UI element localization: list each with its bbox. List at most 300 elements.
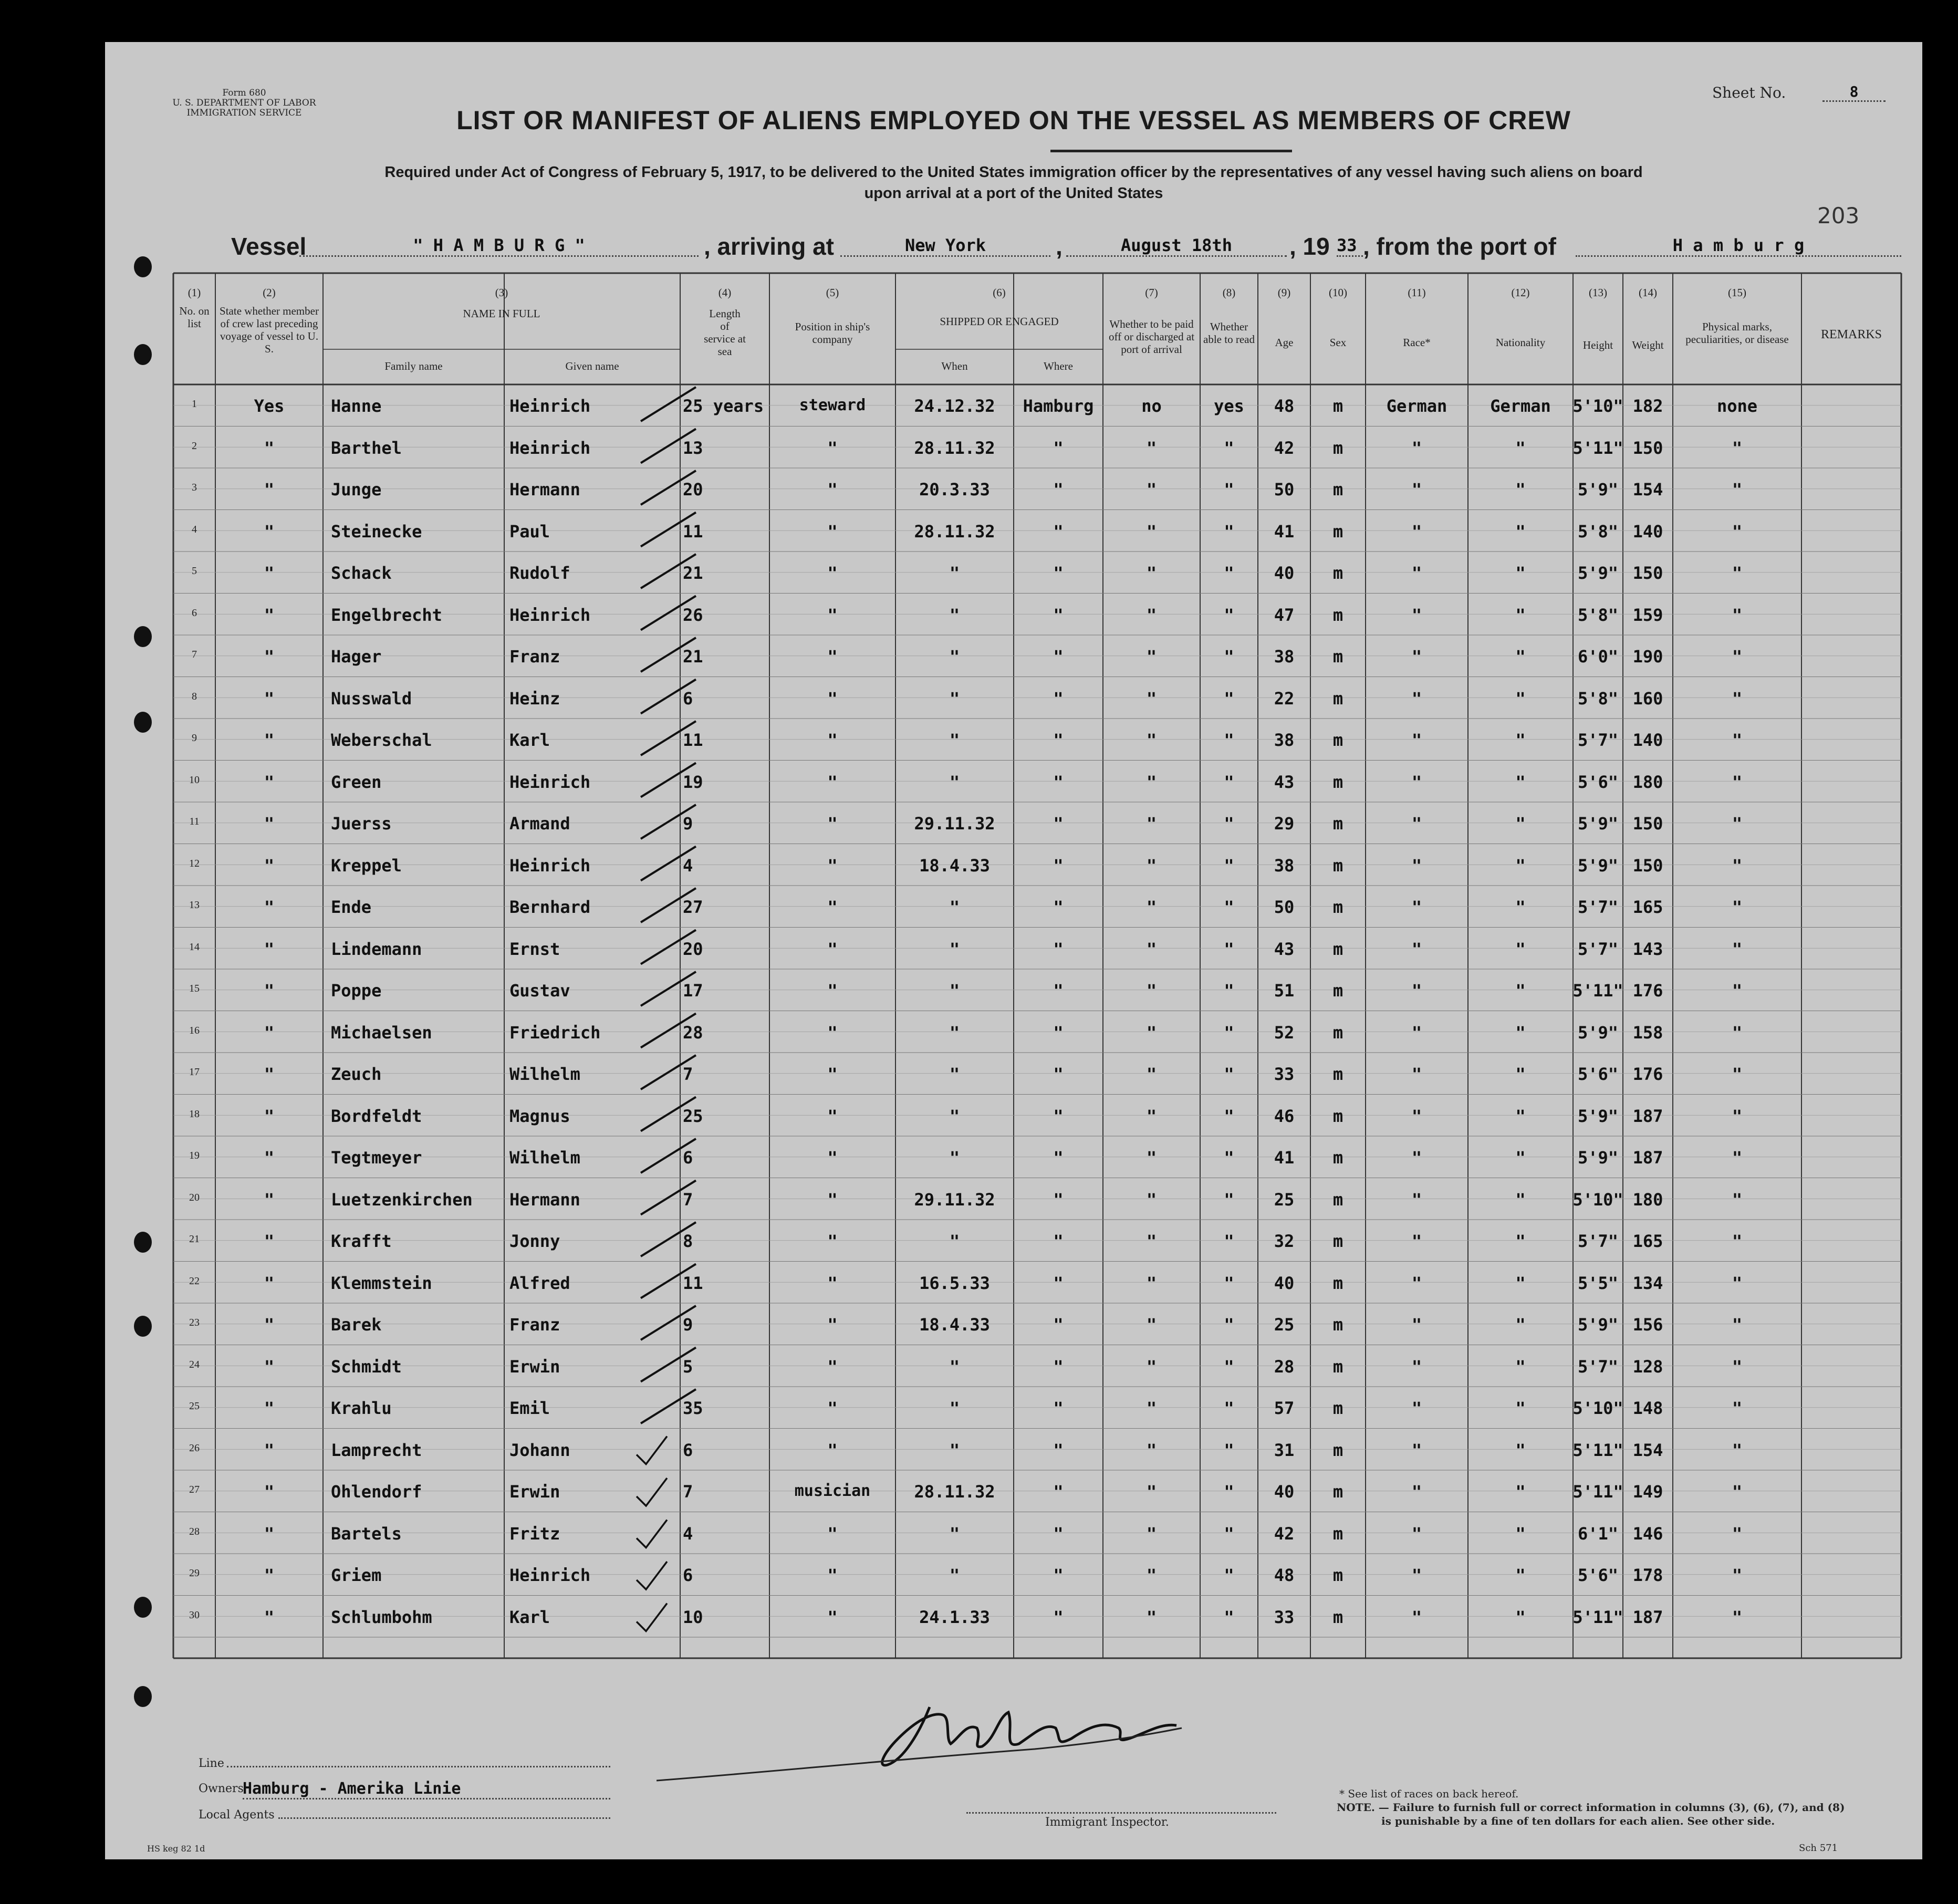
age: 40 [1274, 1273, 1295, 1293]
height: 5'11" [1572, 1607, 1623, 1627]
given-name: Hermann [509, 1189, 580, 1210]
previous-voyage: " [264, 1398, 275, 1418]
shipped-where: " [1053, 1231, 1064, 1251]
shipped-when: " [949, 1064, 960, 1084]
service-length: 7 [683, 1482, 693, 1502]
age: 38 [1274, 855, 1295, 876]
physical-marks: " [1732, 1315, 1743, 1335]
given-name: Heinrich [509, 605, 591, 625]
able-to-read: " [1224, 688, 1234, 709]
physical-marks: " [1732, 1440, 1743, 1460]
weight: 180 [1632, 1189, 1663, 1210]
nationality: " [1515, 563, 1526, 583]
arrival-year: 33 [1337, 235, 1363, 257]
local-agents-label: Local Agents [199, 1808, 275, 1822]
physical-marks: " [1732, 1523, 1743, 1544]
able-to-read: " [1224, 563, 1234, 583]
row-number: 11 [189, 816, 200, 827]
paid-off: " [1146, 1022, 1157, 1043]
col-4-number: (4) [718, 286, 732, 299]
age: 31 [1274, 1440, 1295, 1460]
shipped-when: " [949, 1565, 960, 1585]
arriving-label: , arriving at [704, 233, 834, 260]
service-length: 21 [683, 647, 703, 667]
col-11-header: Race* [1403, 336, 1431, 349]
row-number: 18 [189, 1108, 200, 1120]
paid-off: " [1146, 814, 1157, 834]
previous-voyage: " [264, 438, 275, 458]
race: " [1411, 1565, 1422, 1585]
age: 51 [1274, 981, 1295, 1001]
shipped-where: Hamburg [1023, 396, 1094, 416]
from-port-label: , from the port of [1363, 233, 1556, 260]
immigrant-inspector-label: Immigrant Inspector. [1045, 1816, 1169, 1829]
shipped-where: " [1053, 772, 1064, 792]
race: " [1411, 730, 1422, 750]
height: 5'7" [1577, 1356, 1619, 1377]
age: 42 [1274, 1523, 1295, 1544]
service-length: 9 [683, 1315, 693, 1335]
age: 47 [1274, 605, 1295, 625]
row-number: 8 [192, 690, 197, 702]
able-to-read: " [1224, 1440, 1234, 1460]
sex: m [1332, 730, 1343, 750]
race: " [1411, 521, 1422, 542]
shipped-where: " [1053, 1022, 1064, 1043]
shipped-where: " [1053, 1148, 1064, 1168]
previous-voyage: " [264, 688, 275, 709]
race: " [1411, 480, 1422, 500]
shipped-when: " [949, 772, 960, 792]
weight: 190 [1632, 647, 1663, 667]
paid-off: " [1146, 1398, 1157, 1418]
col-12-number: (12) [1511, 286, 1530, 299]
physical-marks: " [1732, 1273, 1743, 1293]
position: " [827, 730, 838, 750]
print-code: HS keg 82 1d [147, 1844, 205, 1854]
shipped-where: " [1053, 814, 1064, 834]
col-10-header: Sex [1329, 336, 1347, 349]
sex: m [1332, 1022, 1343, 1043]
sex: m [1332, 772, 1343, 792]
physical-marks: " [1732, 772, 1743, 792]
col-15-number: (15) [1728, 286, 1746, 299]
physical-marks: " [1732, 855, 1743, 876]
position: " [827, 1315, 838, 1335]
physical-marks: none [1716, 396, 1758, 416]
given-name: Heinrich [509, 855, 591, 876]
nationality: " [1515, 1523, 1526, 1544]
paid-off: " [1146, 1106, 1157, 1126]
given-name: Fritz [509, 1523, 560, 1544]
height: 5'9" [1577, 855, 1619, 876]
sex: m [1332, 855, 1343, 876]
weight: 150 [1632, 814, 1663, 834]
col-1-number: (1) [188, 286, 201, 299]
weight: 150 [1632, 855, 1663, 876]
family-name: Griem [331, 1565, 382, 1585]
able-to-read: " [1224, 1064, 1234, 1084]
height: 5'6" [1577, 772, 1619, 792]
row-number: 15 [189, 983, 200, 994]
position: " [827, 1607, 838, 1627]
family-name: Ende [331, 897, 372, 917]
service-length: 6 [683, 688, 693, 709]
service-length: 11 [683, 521, 703, 542]
able-to-read: " [1224, 855, 1234, 876]
paid-off: " [1146, 1565, 1157, 1585]
race: " [1411, 981, 1422, 1001]
height: 5'9" [1577, 563, 1619, 583]
previous-voyage: " [264, 897, 275, 917]
weight: 178 [1632, 1565, 1663, 1585]
height: 5'10" [1572, 396, 1623, 416]
family-name: Poppe [331, 981, 382, 1001]
position: " [827, 814, 838, 834]
position: " [827, 1440, 838, 1460]
position: " [827, 1398, 838, 1418]
sex: m [1332, 396, 1343, 416]
service-name: IMMIGRATION SERVICE [186, 108, 302, 118]
owners-label: Owners [199, 1782, 244, 1795]
given-name: Friedrich [509, 1022, 601, 1043]
age: 32 [1274, 1231, 1295, 1251]
given-name: Franz [509, 1315, 560, 1335]
paid-off: " [1146, 1607, 1157, 1627]
previous-voyage: " [264, 1022, 275, 1043]
age: 38 [1274, 647, 1295, 667]
shipped-where: " [1053, 480, 1064, 500]
nationality: " [1515, 730, 1526, 750]
nationality: " [1515, 647, 1526, 667]
age: 50 [1274, 897, 1295, 917]
schedule-number: Sch 571 [1799, 1843, 1838, 1854]
shipped-where: " [1053, 438, 1064, 458]
previous-voyage: " [264, 563, 275, 583]
position: " [827, 897, 838, 917]
service-length: 26 [683, 605, 703, 625]
col-5-number: (5) [826, 286, 839, 299]
row-number: 7 [192, 649, 197, 660]
height: 5'8" [1577, 605, 1619, 625]
weight: 180 [1632, 772, 1663, 792]
nationality: " [1515, 1273, 1526, 1293]
col-8-number: (8) [1222, 286, 1236, 299]
shipped-where: " [1053, 897, 1064, 917]
paid-off: " [1146, 1189, 1157, 1210]
service-length: 25 [683, 1106, 703, 1126]
able-to-read: " [1224, 647, 1234, 667]
weight: 140 [1632, 521, 1663, 542]
nationality: " [1515, 981, 1526, 1001]
paid-off: " [1146, 981, 1157, 1001]
sex: m [1332, 688, 1343, 709]
physical-marks: " [1732, 605, 1743, 625]
given-name: Alfred [509, 1273, 570, 1293]
able-to-read: " [1224, 1398, 1234, 1418]
shipped-when: " [949, 1106, 960, 1126]
nationality: " [1515, 1106, 1526, 1126]
sex: m [1332, 1064, 1343, 1084]
race: " [1411, 563, 1422, 583]
shipped-where: " [1053, 1315, 1064, 1335]
race: " [1411, 438, 1422, 458]
paid-off: " [1146, 480, 1157, 500]
family-name: Lamprecht [331, 1440, 422, 1460]
previous-voyage: " [264, 521, 275, 542]
shipped-where: " [1053, 1523, 1064, 1544]
shipped-when: 28.11.32 [914, 521, 995, 542]
position: " [827, 939, 838, 959]
col-9-number: (9) [1277, 286, 1291, 299]
service-length: 4 [683, 1523, 693, 1544]
service-length: 35 [683, 1398, 703, 1418]
note-line-2: is punishable by a fine of ten dollars for each alien. See other side. [1381, 1815, 1775, 1827]
row-number: 22 [189, 1275, 200, 1287]
able-to-read: " [1224, 730, 1234, 750]
nationality: " [1515, 1482, 1526, 1502]
note-line-1: NOTE. — Failure to furnish full or correct information in columns (3), (6), (7), and (8) [1337, 1801, 1845, 1814]
able-to-read: " [1224, 1148, 1234, 1168]
height: 5'10" [1572, 1398, 1623, 1418]
service-length: 7 [683, 1064, 693, 1084]
shipped-when: 18.4.33 [919, 855, 990, 876]
sex: m [1332, 1273, 1343, 1293]
shipped-where: " [1053, 563, 1064, 583]
previous-voyage: " [264, 1607, 275, 1627]
requirement-line-1: Required under Act of Congress of February 5, 1917, to be delivered to the United States immigration officer by the representatives of any vessel having such aliens on board [384, 164, 1643, 181]
paid-off: " [1146, 438, 1157, 458]
row-number: 9 [192, 732, 197, 744]
given-name: Gustav [509, 981, 570, 1001]
service-length: 25 years [683, 396, 764, 416]
position: " [827, 772, 838, 792]
height: 5'9" [1577, 480, 1619, 500]
sex: m [1332, 1231, 1343, 1251]
shipped-where: " [1053, 1273, 1064, 1293]
height: 5'8" [1577, 688, 1619, 709]
race: " [1411, 1356, 1422, 1377]
page-title: LIST OR MANIFEST OF ALIENS EMPLOYED ON THE VESSEL AS MEMBERS OF CREW [456, 106, 1571, 135]
shipped-when: " [949, 1523, 960, 1544]
previous-voyage: " [264, 1315, 275, 1335]
race: " [1411, 939, 1422, 959]
service-length: 13 [683, 438, 703, 458]
family-name: Klemmstein [331, 1273, 432, 1293]
race: " [1411, 1440, 1422, 1460]
given-name: Heinrich [509, 438, 591, 458]
height: 5'6" [1577, 1565, 1619, 1585]
weight: 154 [1632, 1440, 1663, 1460]
height: 5'9" [1577, 1315, 1619, 1335]
shipped-when: 29.11.32 [914, 1189, 995, 1210]
able-to-read: " [1224, 1273, 1234, 1293]
sex: m [1332, 1315, 1343, 1335]
remarks-header: REMARKS [1820, 328, 1882, 341]
shipped-where: " [1053, 605, 1064, 625]
previous-voyage: Yes [254, 396, 285, 416]
row-number: 5 [192, 565, 197, 577]
col-6-number: (6) [993, 286, 1006, 299]
physical-marks: " [1732, 480, 1743, 500]
shipped-when: 18.4.33 [919, 1315, 990, 1335]
shipped-where: " [1053, 1607, 1064, 1627]
requirement-line-2: upon arrival at a port of the United States [864, 185, 1163, 202]
race: " [1411, 1398, 1422, 1418]
age: 25 [1274, 1315, 1295, 1335]
position: " [827, 1189, 838, 1210]
service-length: 11 [683, 1273, 703, 1293]
col-7-header: Whether to be paid off or discharged at port of arrival [1108, 318, 1195, 356]
sex: m [1332, 647, 1343, 667]
nationality: " [1515, 1356, 1526, 1377]
age: 38 [1274, 730, 1295, 750]
family-name: Barek [331, 1315, 382, 1335]
age: 50 [1274, 480, 1295, 500]
previous-voyage: " [264, 1189, 275, 1210]
given-name: Erwin [509, 1482, 560, 1502]
service-length: 10 [683, 1607, 703, 1627]
sex: m [1332, 1189, 1343, 1210]
previous-voyage: " [264, 1148, 275, 1168]
position: " [827, 688, 838, 709]
given-name: Franz [509, 647, 560, 667]
shipped-when: " [949, 897, 960, 917]
physical-marks: " [1732, 1482, 1743, 1502]
race: " [1411, 1523, 1422, 1544]
given-name: Karl [509, 730, 550, 750]
paid-off: " [1146, 563, 1157, 583]
shipped-where: " [1053, 1189, 1064, 1210]
race: " [1411, 1482, 1422, 1502]
race: " [1411, 1189, 1422, 1210]
weight: 158 [1632, 1022, 1663, 1043]
col-11-number: (11) [1408, 286, 1426, 299]
service-length: 21 [683, 563, 703, 583]
nationality: " [1515, 1231, 1526, 1251]
service-length: 6 [683, 1440, 693, 1460]
shipped-when: " [949, 1231, 960, 1251]
row-number: 23 [189, 1317, 200, 1328]
previous-voyage: " [264, 1565, 275, 1585]
height: 5'7" [1577, 897, 1619, 917]
position: " [827, 480, 838, 500]
previous-voyage: " [264, 814, 275, 834]
col-12-header: Nationality [1495, 336, 1546, 349]
paid-off: " [1146, 605, 1157, 625]
given-name: Emil [509, 1398, 550, 1418]
given-name: Heinrich [509, 772, 591, 792]
col-13-header: Height [1582, 339, 1613, 351]
physical-marks: " [1732, 1398, 1743, 1418]
shipped-where: " [1053, 939, 1064, 959]
paid-off: " [1146, 1440, 1157, 1460]
race: " [1411, 1273, 1422, 1293]
race: " [1411, 1315, 1422, 1335]
age: 43 [1274, 939, 1295, 959]
age: 52 [1274, 1022, 1295, 1043]
physical-marks: " [1732, 647, 1743, 667]
service-length: 9 [683, 814, 693, 834]
shipped-when: " [949, 563, 960, 583]
race: " [1411, 1607, 1422, 1627]
col-8-header: Whether able to read [1203, 320, 1255, 346]
family-name: Steinecke [331, 521, 422, 542]
col-6-when-header: When [941, 360, 968, 372]
height: 5'11" [1572, 1440, 1623, 1460]
row-number: 13 [189, 899, 200, 911]
position: " [827, 605, 838, 625]
paid-off: " [1146, 939, 1157, 959]
race: " [1411, 1148, 1422, 1168]
given-name: Wilhelm [509, 1064, 580, 1084]
year-prefix: , 19 [1289, 233, 1330, 260]
given-name: Jonny [509, 1231, 560, 1251]
given-name: Johann [509, 1440, 570, 1460]
given-name: Rudolf [509, 563, 570, 583]
sex: m [1332, 521, 1343, 542]
race: " [1411, 647, 1422, 667]
paid-off: " [1146, 1273, 1157, 1293]
service-length: 17 [683, 981, 703, 1001]
shipped-where: " [1053, 1482, 1064, 1502]
col-5-header: Position in ship's company [795, 320, 870, 346]
sex: m [1332, 563, 1343, 583]
family-name: Weberschal [331, 730, 432, 750]
weight: 165 [1632, 897, 1663, 917]
row-number: 16 [189, 1024, 200, 1036]
row-number: 20 [189, 1191, 200, 1203]
previous-voyage: " [264, 1231, 275, 1251]
previous-voyage: " [264, 855, 275, 876]
able-to-read: " [1224, 814, 1234, 834]
paid-off: " [1146, 730, 1157, 750]
weight: 187 [1632, 1106, 1663, 1126]
nationality: " [1515, 1064, 1526, 1084]
punch-hole [134, 1316, 152, 1337]
previous-voyage: " [264, 1523, 275, 1544]
service-length: 6 [683, 1565, 693, 1585]
row-number: 1 [192, 398, 197, 410]
physical-marks: " [1732, 1148, 1743, 1168]
row-number: 27 [189, 1484, 200, 1495]
physical-marks: " [1732, 1607, 1743, 1627]
shipped-when: 20.3.33 [919, 480, 990, 500]
arrival-port: New York [840, 235, 1050, 257]
able-to-read: " [1224, 1231, 1234, 1251]
nationality: " [1515, 605, 1526, 625]
form-number: Form 680 [222, 88, 266, 98]
sex: m [1332, 1565, 1343, 1585]
paid-off: " [1146, 855, 1157, 876]
able-to-read: yes [1214, 396, 1244, 416]
position: " [827, 981, 838, 1001]
physical-marks: " [1732, 1106, 1743, 1126]
col-2-header: State whether member of crew last preceding voyage of vessel to U. S. [220, 305, 319, 355]
able-to-read: " [1224, 1106, 1234, 1126]
position: " [827, 1148, 838, 1168]
service-length: 27 [683, 897, 703, 917]
col-6-header: SHIPPED OR ENGAGED [940, 315, 1059, 328]
position: " [827, 1273, 838, 1293]
col-4-header: Length of service at sea [704, 307, 746, 358]
nationality: " [1515, 1565, 1526, 1585]
shipped-where: " [1053, 730, 1064, 750]
sex: m [1332, 1398, 1343, 1418]
previous-voyage: " [264, 647, 275, 667]
nationality: " [1515, 521, 1526, 542]
sex: m [1332, 897, 1343, 917]
